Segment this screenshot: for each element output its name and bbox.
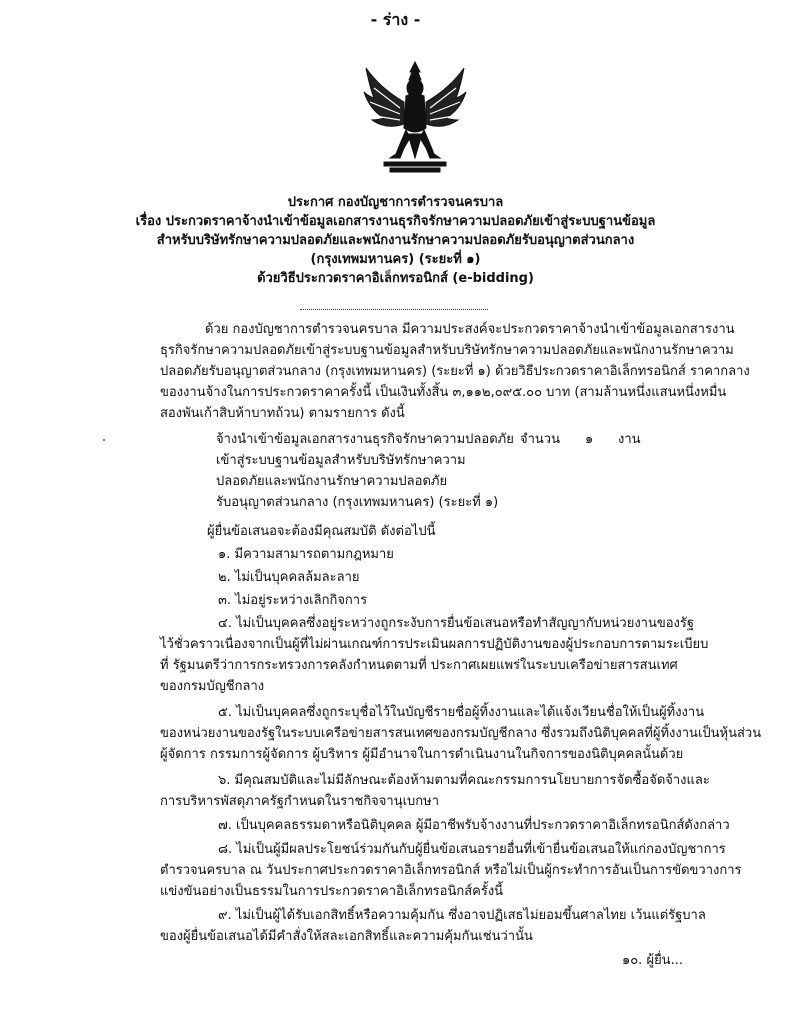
draft-label: - ร่าง -: [370, 10, 421, 29]
intro-line-3: ปลอดภัยรับอนุญาตส่วนกลาง (กรุงเทพมหานคร) (ระยะที่ ๑) ด้วยวิธีประกวดราคาอิเล็กทรอนิกส์ ราคากลาง: [160, 364, 750, 379]
qualification-8-line-2: ตำรวจนครบาล ณ วันประกาศประกวดราคาอิเล็กทรอนิกส์ หรือไม่เป็นผู้กระทำการอันเป็นการขัดขวางการ: [160, 863, 742, 878]
qualification-item: ๑. มีความสามารถตามกฎหมาย: [218, 547, 394, 562]
separator-rule: [300, 309, 488, 310]
qualification-5-line-2: ของหน่วยงานของรัฐในระบบเครือข่ายสารสนเทศของกรมบัญชีกลาง ซึ่งรวมถึงนิติบุคคลที่ผู้ทิ้งงานเป็นหุ้นส่วน: [160, 726, 762, 741]
item-desc-line-2: เข้าสู่ระบบฐานข้อมูลสำหรับบริษัทรักษาความ: [216, 453, 466, 468]
item-qty-unit: งาน: [618, 432, 641, 447]
subject-line-3: (กรุงเทพมหานคร) (ระยะที่ ๑): [310, 252, 481, 267]
garuda-emblem: [360, 58, 470, 178]
qualification-4-line-1: ๔. ไม่เป็นบุคคลซึ่งอยู่ระหว่างถูกระงับการยื่นข้อเสนอหรือทำสัญญากับหน่วยงานของรัฐ: [218, 616, 695, 631]
qualification-6-line-2: การบริหารพัสดุภาครัฐกำหนดในราชกิจจานุเบกษา: [160, 794, 440, 809]
intro-line-5: สองพันเก้าสิบห้าบาทถ้วน) ตามรายการ ดังนี้: [160, 406, 405, 421]
qualification-item: ๒. ไม่เป็นบุคคลล้มละลาย: [218, 570, 360, 585]
qualification-6-line-1: ๖. มีคุณสมบัติและไม่มีลักษณะต้องห้ามตามที่คณะกรรมการนโยบายการจัดซื้อจัดจ้างและ: [218, 773, 710, 788]
qualification-4-line-2: ไว้ชั่วคราวเนื่องจากเป็นผู้ที่ไม่ผ่านเกณฑ์การประเมินผลการปฏิบัติงานของผู้ประกอบการตามระเบียบ: [160, 637, 709, 652]
intro-line-2: ธุรกิจรักษาความปลอดภัยเข้าสู่ระบบฐานข้อมูลสำหรับบริษัทรักษาความปลอดภัยและพนักงานรักษาความ: [160, 343, 734, 358]
qualifications-intro: ผู้ยื่นข้อเสนอจะต้องมีคุณสมบัติ ดังต่อไปนี้: [207, 524, 436, 539]
qualification-item: ๓. ไม่อยู่ระหว่างเลิกกิจการ: [218, 593, 368, 608]
qualification-8-line-1: ๘. ไม่เป็นผู้มีผลประโยชน์ร่วมกันกับผู้ยื่นข้อเสนอรายอื่นที่เข้ายื่นข้อเสนอให้แก่กองบัญชาการ: [218, 842, 726, 857]
item-qty-value: ๑: [585, 432, 594, 447]
qualification-5-line-1: ๕. ไม่เป็นบุคคลซึ่งถูกระบุชื่อไว้ในบัญชีรายชื่อผู้ทิ้งงานและได้แจ้งเวียนชื่อให้เป็นผู้ทิ้งงาน: [218, 705, 705, 720]
subject-line-2: สำหรับบริษัทรักษาความปลอดภัยและพนักงานรักษาความปลอดภัยรับอนุญาตส่วนกลาง: [156, 233, 635, 248]
continuation-marker: ๑๐. ผู้ยื่น...: [622, 953, 683, 968]
stray-mark: [103, 439, 105, 441]
intro-line-4: ของงานจ้างในการประกวดราคาครั้งนี้ เป็นเงินทั้งสิ้น ๓,๑๑๒,๐๙๕.๐๐ บาท (สามล้านหนึ่งแสนหนึ่งหมื่น: [160, 385, 727, 400]
qualification-4-line-3: ที่ รัฐมนตรีว่าการกระทรวงการคลังกำหนดตามที่ ประกาศเผยแพร่ในระบบเครือข่ายสารสนเทศ: [160, 658, 678, 673]
qualification-5-line-3: ผู้จัดการ กรรมการผู้จัดการ ผู้บริหาร ผู้มีอำนาจในการดำเนินงานในกิจการของนิติบุคคลนั้นด้วย: [160, 747, 684, 762]
qualification-7: ๗. เป็นบุคคลธรรมดาหรือนิติบุคคล ผู้มีอาชีพรับจ้างงานที่ประกวดราคาอิเล็กทรอนิกส์ดังกล่าว: [218, 818, 730, 833]
item-desc-line-3: ปลอดภัยและพนักงานรักษาความปลอดภัย: [216, 474, 448, 489]
qualification-4-line-4: ของกรมบัญชีกลาง: [160, 679, 265, 694]
item-desc-line-1: จ้างนำเข้าข้อมูลเอกสารงานธุรกิจรักษาความปลอดภัย: [216, 432, 514, 447]
item-desc-line-4: รับอนุญาตส่วนกลาง (กรุงเทพมหานคร) (ระยะที่ ๑): [216, 495, 499, 510]
announcement-title: ประกาศ กองบัญชาการตำรวจนครบาล: [287, 195, 504, 210]
bidding-method: ด้วยวิธีประกวดราคาอิเล็กทรอนิกส์ (e-bidding): [257, 271, 534, 286]
intro-line-1: ด้วย กองบัญชาการตำรวจนครบาล มีความประสงค์จะประกวดราคาจ้างนำเข้าข้อมูลเอกสารงาน: [205, 322, 735, 337]
item-qty-label: จำนวน: [520, 432, 560, 447]
qualification-8-line-3: แข่งขันอย่างเป็นธรรมในการประกวดราคาอิเล็กทรอนิกส์ครั้งนี้: [160, 884, 504, 899]
subject-line: เรื่อง ประกวดราคาจ้างนำเข้าข้อมูลเอกสารงานธุรกิจรักษาความปลอดภัยเข้าสู่ระบบฐานข้อมูล: [135, 214, 656, 229]
qualification-9-line-1: ๙. ไม่เป็นผู้ได้รับเอกสิทธิ์หรือความคุ้มกัน ซึ่งอาจปฏิเสธไม่ยอมขึ้นศาลไทย เว้นแต่รัฐบาล: [218, 908, 706, 923]
qualification-9-line-2: ของผู้ยื่นข้อเสนอได้มีคำสั่งให้สละเอกสิทธิ์และความคุ้มกันเช่นว่านั้น: [160, 929, 533, 944]
